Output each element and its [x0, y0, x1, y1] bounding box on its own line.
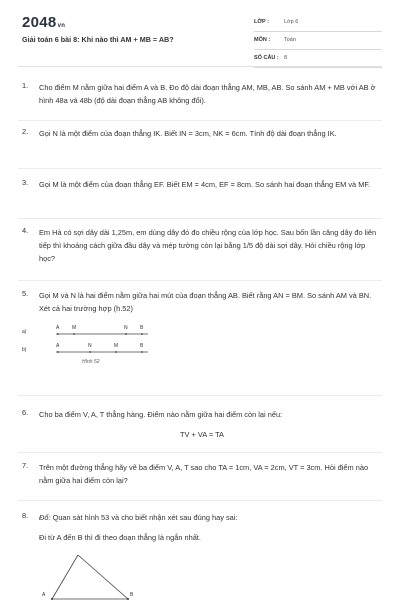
point-b-N — [89, 351, 91, 353]
question-formula: TV + VA = TA — [180, 430, 224, 439]
label-B: B — [130, 592, 134, 598]
question-text: Em Hà có sợi dây dài 1,25m, em dùng dây đó đo chiều rộng của lớp học. Sau bốn lần căng dây đo liên tiếp thì khoảng cách giữa đầu dây và mép tường còn lại bằng 1/5 độ dài sợi dây. Hỏi chiều rộng lớp học? — [39, 228, 377, 263]
header-divider — [18, 66, 382, 67]
point-a-M — [73, 333, 75, 335]
label-b-A: A — [56, 343, 60, 349]
question-number: 5. — [22, 289, 29, 298]
question-number: 6. — [22, 408, 29, 417]
question-body: Quan sát hình 53 và cho biết nhận xét sau đúng hay sai: — [52, 513, 238, 522]
point-b-B — [141, 351, 143, 353]
label-a-B: B — [140, 325, 144, 331]
header — [0, 0, 400, 70]
path-right-side — [78, 555, 128, 599]
separator — [18, 168, 382, 169]
label-b-M: M — [114, 343, 119, 349]
separator — [18, 218, 382, 219]
figure-a-label: a) — [22, 329, 27, 335]
separator — [18, 120, 382, 121]
separator — [18, 395, 382, 396]
question-number: 1. — [22, 81, 29, 90]
figure-b-label: b) — [22, 347, 27, 353]
label-b-N: N — [88, 343, 92, 349]
figure-52-lines — [22, 325, 202, 369]
question-number: 2. — [22, 127, 29, 136]
label-a-N: N — [124, 325, 128, 331]
question-7 — [22, 461, 382, 491]
separator — [18, 280, 382, 281]
logo-text: 2048 — [22, 14, 57, 31]
question-number: 3. — [22, 178, 29, 187]
question-8 — [22, 511, 382, 600]
label-a-A: A — [56, 325, 60, 331]
question-text: Cho ba điểm V, A, T thẳng hàng. Điểm nào nằm giữa hai điểm còn lại nếu: — [39, 410, 283, 419]
question-text: Gọi M và N là hai điểm nằm giữa hai mút của đoạn thẳng AB. Biết rằng AN = BM. So sánh AM và BN. Xét cả hai trường hợp (h.52) — [39, 291, 372, 313]
figure-52 — [22, 325, 202, 369]
question-number: 8. — [22, 511, 29, 520]
label-b-B: B — [140, 343, 144, 349]
meta-panel — [254, 17, 382, 71]
point-b-A — [57, 351, 59, 353]
question-6 — [22, 408, 382, 448]
question-text: Gọi N là một điểm của đoạn thẳng IK. Biết IN = 3cm, NK = 6cm. Tính độ dài đoạn thẳng IK. — [39, 129, 337, 138]
question-4 — [22, 226, 382, 270]
label-a-M: M — [72, 325, 77, 331]
count-label: SỐ CÂU : — [254, 55, 279, 61]
meta-row-subject — [254, 35, 382, 50]
question-1 — [22, 81, 382, 111]
label-A: A — [42, 592, 46, 598]
page-title: Giải toán 6 bài 8: Khi nào thì AM + MB = AB? — [22, 35, 174, 44]
class-label: LỚP : — [254, 19, 269, 25]
point-b-M — [115, 351, 117, 353]
subject-label: MÔN : — [254, 37, 271, 43]
separator — [18, 500, 382, 501]
figure-53 — [32, 551, 172, 611]
question-2 — [22, 127, 382, 157]
question-lead: Đố: — [39, 513, 51, 522]
question-5 — [22, 289, 382, 379]
path-left-side — [52, 555, 78, 599]
separator — [18, 452, 382, 453]
point-a-A — [57, 333, 59, 335]
meta-row-class — [254, 17, 382, 32]
logo-suffix: vn — [57, 23, 66, 29]
subject-value: Toán — [284, 37, 296, 43]
question-subtext: Đi từ A đến B thì đi theo đoạn thẳng là ngắn nhất. — [39, 533, 201, 542]
point-a-N — [125, 333, 127, 335]
question-text: Gọi M là một điểm của đoạn thẳng EF. Biết EM = 4cm, EF = 8cm. So sánh hai đoạn thẳng EM và MF. — [39, 180, 371, 189]
question-text: Trên một đường thẳng hãy vẽ ba điểm V, A, T sao cho TA = 1cm, VA = 2cm, VT = 3cm. Hỏi điểm nào nằm giữa hai điểm còn lại? — [39, 463, 369, 485]
site-logo[interactable] — [22, 14, 65, 31]
question-number: 4. — [22, 226, 29, 235]
question-3 — [22, 178, 382, 208]
class-value: Lớp 6 — [284, 19, 299, 25]
question-number: 7. — [22, 461, 29, 470]
count-value: 8 — [284, 55, 288, 61]
question-text — [39, 511, 381, 524]
point-a-B — [141, 333, 143, 335]
figure-52-caption: Hình 52 — [82, 359, 100, 365]
question-text: Cho điểm M nằm giữa hai điểm A và B. Đo độ dài đoạn thẳng AM, MB, AB. So sánh AM + MB với AB ở hình 48a và 48b (độ dài đoạn thẳng AB không đổi). — [39, 83, 376, 105]
